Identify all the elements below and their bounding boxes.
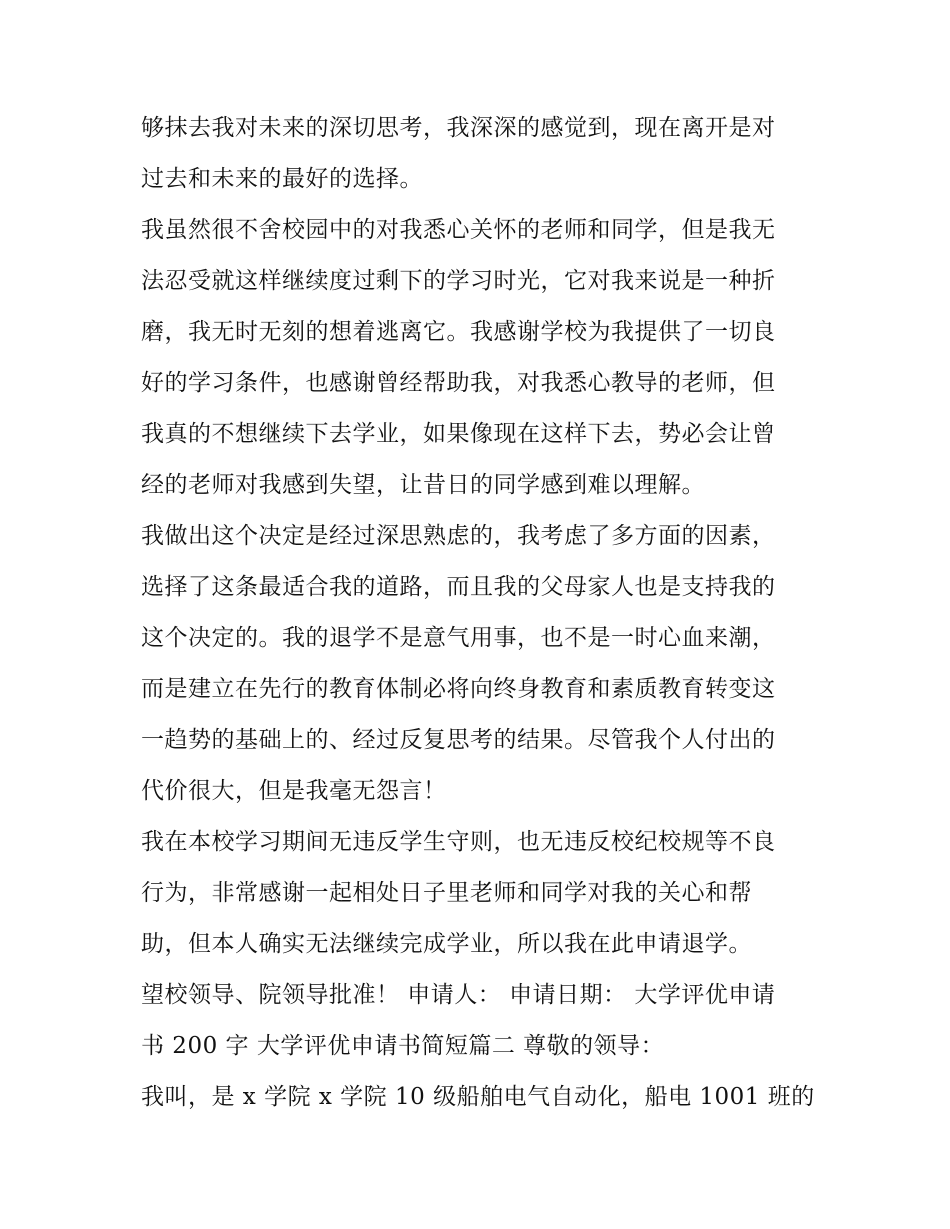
text-line: 过去和未来的最好的选择。 [141,166,423,192]
text-line: 这个决定的。我的退学不是意气用事，也不是一时心血来潮， [141,625,776,651]
text-line: 行为，非常感谢一起相处日子里老师和同学对我的关心和帮 [141,880,752,906]
text-line: 磨，我无时无刻的想着逃离它。我感谢学校为我提供了一切良 [141,319,776,345]
text-line: 我做出这个决定是经过深思熟虑的，我考虑了多方面的因素， [141,523,776,549]
text-line: 而是建立在先行的教育体制必将向终身教育和素质教育转变这 [141,676,776,702]
text-line: 代价很大，但是我毫无怨言！ [141,778,447,804]
text-line: 选择了这条最适合我的道路，而且我的父母家人也是支持我的 [141,574,776,600]
text-line: 助，但本人确实无法继续完成学业，所以我在此申请退学。 [141,931,752,957]
text-line: 书 200 字 大学评优申请书简短篇二 尊敬的领导： [141,1033,665,1059]
text-line: 一趋势的基础上的、经过反复思考的结果。尽管我个人付出的 [141,727,776,753]
text-line: 我真的不想继续下去学业，如果像现在这样下去，势必会让曾 [141,421,776,447]
text-line: 我在本校学习期间无违反学生守则，也无违反校纪校规等不良 [141,829,776,855]
document-body [141,103,821,1123]
text-line: 法忍受就这样继续度过剩下的学习时光，它对我来说是一种折 [141,268,776,294]
text-line: 我叫，是 x 学院 x 学院 10 级船舶电气自动化，船电 1001 班的 [141,1084,815,1110]
text-line: 够抹去我对未来的深切思考，我深深的感觉到，现在离开是对 [141,115,776,141]
text-line: 望校领导、院领导批准！ 申请人： 申请日期： 大学评优申请 [141,982,776,1008]
text-line: 经的老师对我感到失望，让昔日的同学感到难以理解。 [141,472,705,498]
text-line: 好的学习条件，也感谢曾经帮助我，对我悉心教导的老师，但 [141,370,776,396]
text-line: 我虽然很不舍校园中的对我悉心关怀的老师和同学，但是我无 [141,217,776,243]
